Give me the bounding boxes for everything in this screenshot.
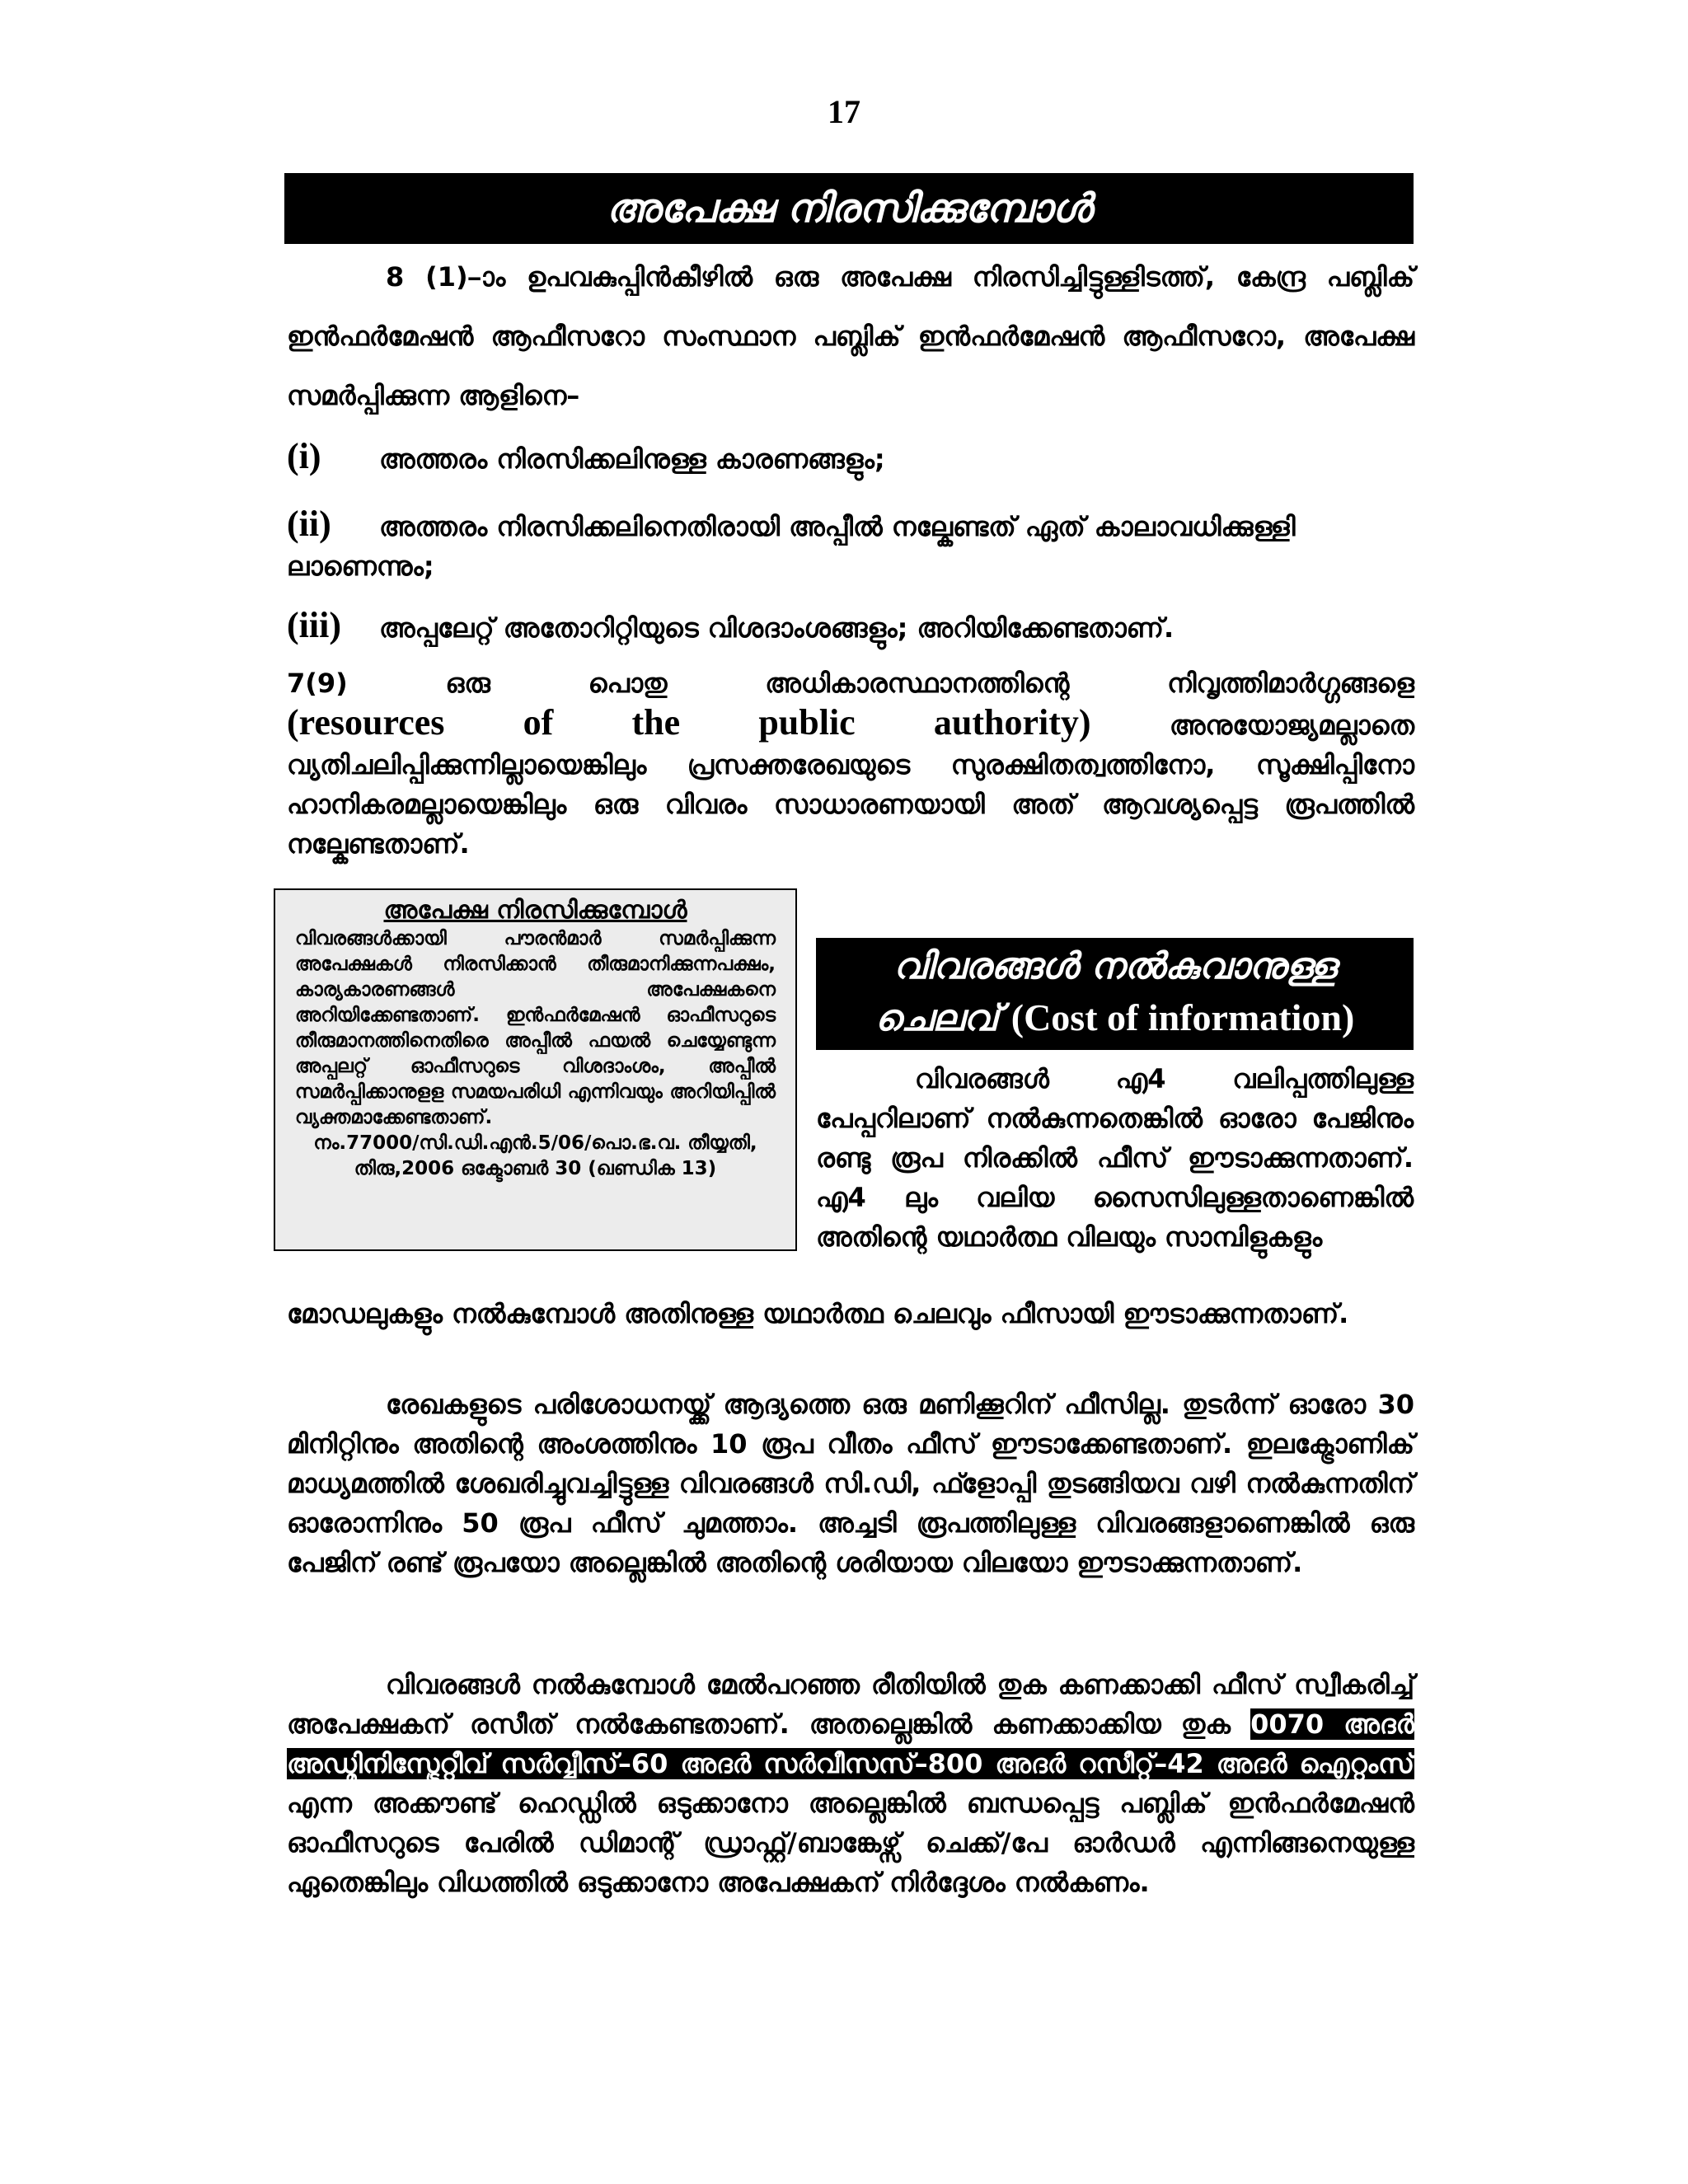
callout-box	[274, 888, 797, 1251]
page-number: 17	[828, 93, 860, 130]
list-text: അത്തരം നിരസിക്കലിനുള്ള കാരണങ്ങളും;	[379, 443, 885, 475]
section-heading-text: അപേക്ഷ നിരസിക്കുമ്പോൾ	[606, 185, 1092, 232]
paragraph-cost: വിവരങ്ങൾ എ4 വലിപ്പത്തിലുള്ള പേപ്പറിലാണ് നൽകുന്നതെങ്കിൽ ഓരോ പേജിനും രണ്ടു രൂപ നിരക്കിൽ ഫീസ് ഈടാക്കുന്നതാണ്. എ4 ലും വലിയ സൈസിലുള്ളതാണെങ്കിൽ അതിന്റെ യഥാർത്ഥ വിലയും സാമ്പിളുകളും	[816, 1063, 1414, 1253]
callout-body: വിവരങ്ങൾക്കായി പൗരൻമാർ സമർപ്പിക്കുന്ന അപേക്ഷകൾ നിരസിക്കാൻ തീരുമാനിക്കുന്നപക്ഷം, കാര്യകാരണങ്ങൾ അപേക്ഷകനെ അറിയിക്കേണ്ടതാണ്. ഇൻഫർമേഷൻ ഓഫീസറുടെ തീരുമാനത്തിനെതിരെ അപ്പീൽ ഫയൽ ചെയ്യേണ്ടുന്ന അപ്പലറ്റ് ഓഫീസറുടെ വിശദാംശം, അപ്പീൽ സമർപ്പിക്കാനുളള സമയപരിധി എന്നിവയും അറിയിപ്പിൽ വ്യക്തമാക്കേണ്ടതാണ്.	[295, 928, 776, 1128]
list-number: (iii)	[287, 605, 341, 645]
payment-text-before: വിവരങ്ങൾ നൽകുമ്പോൾ മേൽപറഞ്ഞ രീതിയിൽ തുക കണക്കാക്കി ഫീസ് സ്വീകരിച്ച് അപേക്ഷകന് രസീത് നൽകേണ്ടതാണ്. അതല്ലെങ്കിൽ കണക്കാക്കിയ തുക	[287, 1669, 1414, 1740]
account-head-highlight: 0070 അദർ അഡ്മിനിസ്ട്രേറ്റീവ് സർവ്വീസ്–60 അദർ സർവീസസ്–800 അദർ റസീറ്റ്സ്–42 അദർ ഐറ്റംസ്	[287, 1708, 1415, 1779]
section-heading-rejection	[284, 173, 1414, 244]
list-item-1	[287, 437, 1414, 479]
callout-reference-2: തിരു,2006 ഒക്ടോബർ 30 (ഖണ്ഡിക 13)	[354, 1158, 717, 1179]
paragraph-cost-continued: മോഡലുകളും നൽകുമ്പോൾ അതിനുള്ള യഥാർത്ഥ ചെലവും ഫീസായി ഈടാക്കുന്നതാണ്.	[287, 1298, 1349, 1329]
list-number: (ii)	[287, 504, 331, 544]
cost-heading-line1: വിവരങ്ങൾ നൽകുവാനുള്ള	[893, 945, 1337, 987]
list-text: അപ്പലേറ്റ് അതോറിറ്റിയുടെ വിശദാംശങ്ങളും; അറിയിക്കേണ്ടതാണ്.	[379, 612, 1175, 644]
list-number: (i)	[287, 436, 321, 476]
cost-heading-en: (Cost of information)	[1010, 996, 1355, 1038]
paragraph-7-9-lead: 7(9) ഒരു പൊതു അധികാരസ്ഥാനത്തിന്റെ നിവൃത്തിമാർഗ്ഗങ്ങളെ	[287, 668, 1414, 699]
paragraph-7-9	[287, 663, 1414, 864]
paragraph-7-9-english: (resources of the public authority)	[287, 702, 1091, 743]
paragraph-inspection: രേഖകളുടെ പരിശോധനയ്ക്ക് ആദ്യത്തെ ഒരു മണിക്കൂറിന് ഫീസില്ല. തുടർന്ന് ഓരോ 30 മിനിറ്റിനും അതിന്റെ അംശത്തിനും 10 രൂപ വീതം ഫീസ് ഈടാക്കേണ്ടതാണ്. ഇലക്ട്രോണിക് മാധ്യമത്തിൽ ശേഖരിച്ചുവച്ചിട്ടുള്ള വിവരങ്ങൾ സി.ഡി, ഫ്ളോപ്പി തുടങ്ങിയവ വഴി നൽകുന്നതിന് ഓരോന്നിനും 50 രൂപ ഫീസ് ചുമത്താം. അച്ചടി രൂപത്തിലുള്ള വിവരങ്ങളാണെങ്കിൽ ഒരു പേജിന് രണ്ട് രൂപയോ അല്ലെങ്കിൽ അതിന്റെ ശരിയായ വിലയോ ഈടാക്കുന്നതാണ്.	[287, 1389, 1414, 1578]
list-item-2	[287, 504, 1414, 586]
paragraph-7-9-rest: അനുയോജ്യമല്ലാതെ വ്യതിചലിപ്പിക്കുന്നില്ലായെങ്കിലും പ്രസക്തരേഖയുടെ സുരക്ഷിതത്വത്തിനോ, സൂക്ഷിപ്പിനോ ഹാനികരമല്ലായെങ്കിലും ഒരു വിവരം സാധാരണയായി അത് ആവശ്യപ്പെട്ട രൂപത്തിൽ നല്കേണ്ടതാണ്.	[287, 710, 1414, 860]
payment-text-after: എന്ന അക്കൗണ്ട് ഹെഡ്ഡിൽ ഒടുക്കാനോ അല്ലെങ്കിൽ ബന്ധപ്പെട്ട പബ്ലിക് ഇൻഫർമേഷൻ ഓഫീസറുടെ പേരിൽ ഡിമാന്റ് ഡ്രാഫ്റ്റ്/ബാങ്കേഴ്സ് ചെക്ക്/പേ ഓർഡർ എന്നിങ്ങനെയുള്ള ഏതെങ്കിലും വിധത്തിൽ ഒടുക്കാനോ അപേക്ഷകന് നിർദ്ദേശം നൽകണം.	[287, 1788, 1414, 1898]
callout-title: അപേക്ഷ നിരസിക്കുമ്പോൾ	[383, 896, 687, 925]
list-text: അത്തരം നിരസിക്കലിനെതിരായി അപ്പീൽ നല്കേണ്ടത് ഏത് കാലാവധിക്കുള്ളി ലാണെന്നും;	[287, 511, 1296, 582]
paragraph-intro: 8 (1)–ാം ഉപവകുപ്പിൻകീഴിൽ ഒരു അപേക്ഷ നിരസിച്ചിട്ടുള്ളിടത്ത്, കേന്ദ്ര പബ്ലിക് ഇൻഫർമേഷൻ ആഫീസറോ സംസ്ഥാന പബ്ലിക് ഇൻഫർമേഷൻ ആഫീസറോ, അപേക്ഷ സമർപ്പിക്കുന്ന ആളിനെ–	[287, 261, 1414, 411]
list-item-3	[287, 606, 1414, 648]
paragraph-payment	[287, 1665, 1414, 1902]
cost-heading-ml: ചെലവ്	[874, 997, 999, 1039]
callout-reference-1: നം.77000/സി.ഡി.എൻ.5/06/പൊ.ഭ.വ. തീയ്യതി,	[313, 1132, 757, 1154]
section-heading-cost	[816, 938, 1414, 1050]
